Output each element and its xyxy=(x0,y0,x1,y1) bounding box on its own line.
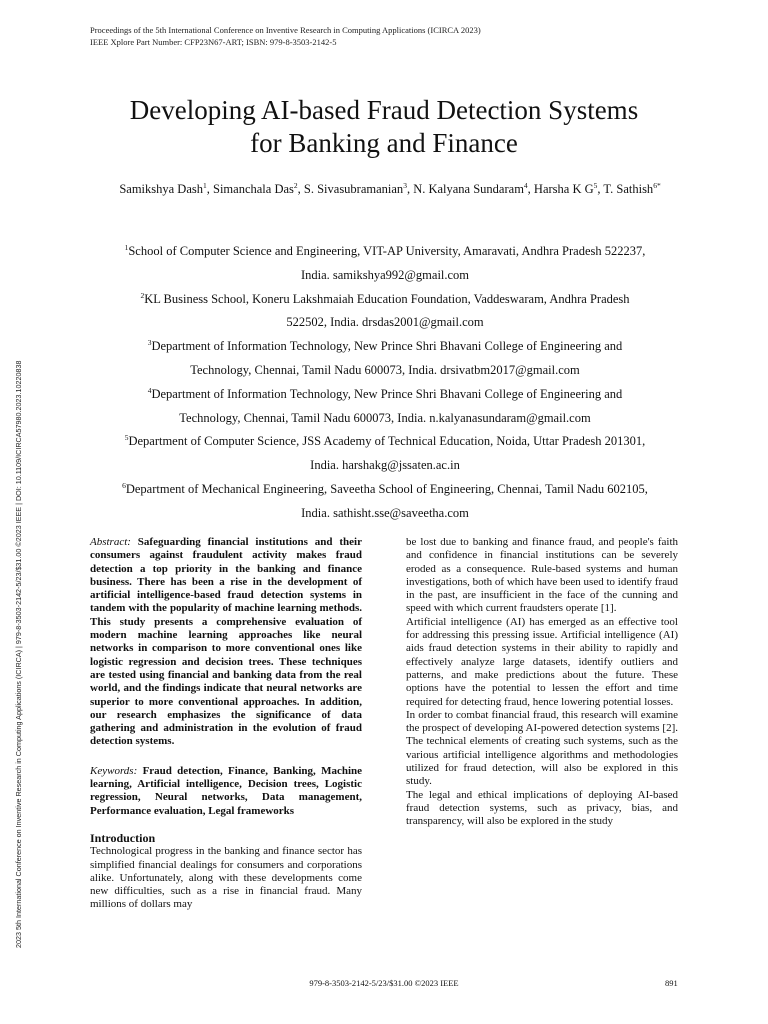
keywords xyxy=(90,765,362,818)
body-paragraph: Artificial intelligence (AI) has emerged as an effective tool for addressing this pressing issue. Artificial intelligence (AI) aids fraud detection systems in their ability to rapidly and effectively analyze large datasets, identify outliers and patterns, and make predictions about the future. These options have the potential to lessen the effort and time required for detecting fraud, hence lowering potential losses. xyxy=(406,615,678,708)
title-line-1: Developing AI-based Fraud Detection Systems xyxy=(129,95,639,125)
author-separator: , xyxy=(206,182,213,196)
affiliation-item xyxy=(90,335,680,383)
affiliation-superscript: 5 xyxy=(124,433,129,443)
page-number: 891 xyxy=(665,978,678,988)
affiliation-item xyxy=(90,478,680,526)
author-superscript: 2 xyxy=(293,180,298,190)
side-doi-text: 2023 5th International Conference on Inventive Research in Computing Applications (ICIRCA) | 979-8-3503-2142-5/23/$31.00 ©2023 IEEE | DOI: 10.1109/ICIRCA57980.2023.10220838 xyxy=(14,360,23,948)
affiliation-line: India. sathisht.sse@saveetha.com xyxy=(301,505,469,520)
affiliation-superscript: 1 xyxy=(124,242,129,252)
affiliation-line: Department of Computer Science, JSS Academy of Technical Education, Noida, Uttar Pradesh 201301, xyxy=(128,434,646,449)
author-separator: , xyxy=(297,182,304,196)
introduction-heading: Introduction xyxy=(90,830,156,845)
keywords-text: Fraud detection, Finance, Banking, Machine learning, Artificial intelligence, Decision trees, Logistic regression, Neural networks, Data management, Performance evaluation, Legal frameworks xyxy=(90,764,363,817)
right-column xyxy=(406,536,678,829)
author-list xyxy=(105,178,675,200)
affiliation-line: Technology, Chennai, Tamil Nadu 600073, India. n.kalyanasundaram@gmail.com xyxy=(179,410,591,425)
affiliation-item xyxy=(90,288,680,336)
header-line-2: IEEE Xplore Part Number: CFP23N67-ART; ISBN: 979-8-3503-2142-5 xyxy=(90,37,337,47)
affiliation-item xyxy=(90,430,680,478)
author-separator: , xyxy=(406,182,414,196)
author-superscript: 6* xyxy=(653,180,661,190)
title-line-2: for Banking and Finance xyxy=(250,128,518,158)
affiliation-line: Department of Information Technology, New Prince Shri Bhavani College of Engineering and xyxy=(151,339,623,354)
affiliation-line: India. harshakg@jssaten.ac.in xyxy=(310,458,460,473)
author-separator: , T. xyxy=(597,182,617,196)
affiliation-line: Department of Mechanical Engineering, Saveetha School of Engineering, Chennai, Tamil Nadu 602105, xyxy=(125,481,648,496)
header-line-1: Proceedings of the 5th International Conference on Inventive Research in Computing Applications (ICIRCA 2023) xyxy=(90,25,481,35)
affiliation-list xyxy=(90,240,680,526)
author-superscript: 3 xyxy=(403,180,407,190)
affiliation-superscript: 4 xyxy=(147,385,152,395)
affiliation-line: Technology, Chennai, Tamil Nadu 600073, India. drsivatbm2017@gmail.com xyxy=(190,362,580,377)
author-superscript: 4 xyxy=(523,180,528,190)
affiliation-line: KL Business School, Koneru Lakshmaiah Education Foundation, Vaddeswaram, Andhra Pradesh xyxy=(144,291,630,306)
conference-header xyxy=(90,24,481,48)
author-name: Samikshya Dash xyxy=(119,182,203,196)
body-paragraph: The legal and ethical implications of deploying AI-based fraud detection systems, such as privacy, bias, and transparency, will also be explored in the study xyxy=(406,788,678,828)
abstract xyxy=(90,536,362,749)
affiliation-item xyxy=(90,240,680,288)
author-name: Simanchala Das xyxy=(213,182,294,196)
body-paragraph: In order to combat financial fraud, this research will examine the prospect of developing AI-powered detection systems [2]. The technical elements of creating such systems, such as the various artificial intelligence algorithms and methodologies utilized for fraud detection, will also be explored in this study. xyxy=(406,708,678,788)
affiliation-line: 522502, India. drsdas2001@gmail.com xyxy=(286,315,484,330)
author-name: N. Kalyana Sundaram xyxy=(413,182,524,196)
author-name: S. Sivasubramanian xyxy=(303,182,404,196)
left-column xyxy=(90,536,362,912)
affiliation-superscript: 2 xyxy=(140,290,145,300)
keywords-label: Keywords: xyxy=(90,764,138,777)
footer-copyright: 979-8-3503-2142-5/23/$31.00 ©2023 IEEE xyxy=(309,978,459,988)
affiliation-superscript: 6 xyxy=(122,480,126,490)
author-superscript: 1 xyxy=(203,180,207,190)
affiliation-line: Department of Information Technology, New Prince Shri Bhavani College of Engineering and xyxy=(151,386,623,401)
affiliation-superscript: 3 xyxy=(147,338,152,348)
affiliation-item xyxy=(90,383,680,431)
affiliation-line: India. samikshya992@gmail.com xyxy=(300,267,470,282)
introduction-paragraph: Technological progress in the banking and finance sector has simplified financial dealings for consumers and corporations alike. Unfortunately, along with these developments come new difficulties, such as a rise in financial fraud. Many millions of dollars may xyxy=(90,845,362,911)
abstract-text: Safeguarding financial institutions and their consumers against fraudulent activity makes fraud detection a top priority in the banking and finance business. There has been a rise in the development of artificial intelligence-based fraud detection systems in tandem with the popularity of machine learning methods. This study presents a comprehensive evaluation of modern machine learning approaches like neural networks in comparison to more conventional ones like logistic regression and decision trees. These techniques are tested using financial and banking data from the real world, and the findings indicate that neural networks are superior to more conventional approaches. In addition, our research emphasizes the significance of data gathering and administration in the evolution of fraud detection systems. xyxy=(90,536,362,748)
author-name: Sathish xyxy=(616,182,654,196)
author-separator: , xyxy=(527,182,534,196)
body-paragraph: be lost due to banking and finance fraud, and people's faith and confidence in financial institutions can be severely eroded as a consequence. Rule-based systems and human investigations, both of which have been used to identify fraud in the past, are insufficient in the face of the cunning and speed with which current fraudsters operate [1]. xyxy=(406,536,678,615)
paper-title xyxy=(0,94,768,160)
abstract-label: Abstract: xyxy=(90,536,131,548)
affiliation-line: School of Computer Science and Engineering, VIT-AP University, Amaravati, Andhra Pradesh 522237, xyxy=(128,244,646,258)
author-superscript: 5 xyxy=(593,180,598,190)
author-name: Harsha K G xyxy=(533,182,594,196)
